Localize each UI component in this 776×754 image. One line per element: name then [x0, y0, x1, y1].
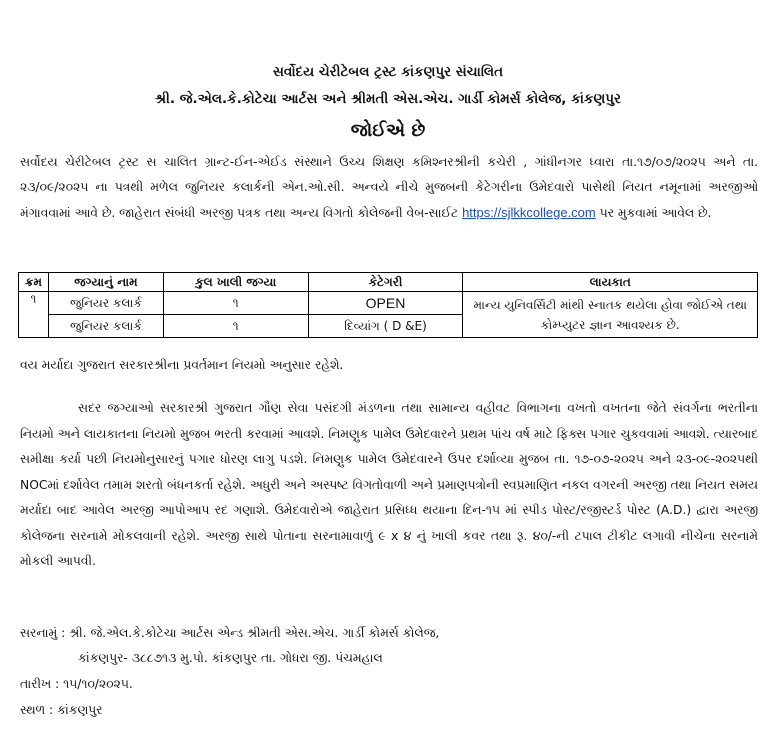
- intro-text-after-link: પર મુકવામાં આવેલ છે.: [595, 206, 712, 220]
- website-link[interactable]: https://sjlkkcollege.com: [462, 205, 596, 220]
- page-heading: જોઈએ છે: [350, 120, 426, 141]
- address-line-1: સરનામું : શ્રી. જે.એલ.કે.કોટેચા આર્ટસ એન્ડ શ્રીમતી એસ.એચ. ગાર્ડી કોમર્સ કોલેજ,: [20, 626, 440, 640]
- date-line: તારીખ : ૧૫/૧૦/૨૦૨૫.: [20, 677, 133, 691]
- intro-text-before-link: સર્વોદય ચેરીટેબલ ટ્રસ્ટ સ ચાલિત ગ્રાન્ટ-ઈન-એઈડ સંસ્થાને ઉચ્ચ શિક્ષણ કમિશ્નરશ્રીની કચેરી , ગાંધીનગર ધ્વારા તા.૧૭/૦૭/૨૦૨૫ અને તા. ૨૩/૦૯/૨૦૨૫ ના પત્રથી મળેલ જુનિયર કલાર્કની એન.ઓ.સી. અન્વયે નીચે મુજબની કેટેગરીના ઉમેદવારો પાસેથી નિયત નમૂનામાં અરજીઓ મંગાવવામાં આવે છે. જાહેરાત સંબંધી અરજી પત્રક તથા અન્ય વિગતો કોલેજની વેબ-સાઈટ: [20, 155, 758, 220]
- address-line-2: કાંકણપુર- ૩૮૮૭૧૩ મુ.પો. કાંકણપુર તા. ગોધરા જી. પંચમહાલ: [78, 651, 383, 665]
- header-sr: ક્રમ: [19, 273, 49, 292]
- cell-category: દિવ્યાંગ ( D &E): [308, 315, 463, 338]
- terms-paragraph: [20, 396, 758, 575]
- table-row: [19, 292, 758, 315]
- college-line: શ્રી. જે.એલ.કે.કોટેચા આર્ટસ અને શ્રીમતી એસ.એચ. ગાર્ડી કોમર્સ કોલેજ, કાંકણપુર: [155, 91, 621, 107]
- vacancy-table: [18, 272, 758, 338]
- cell-sr: ૧: [19, 292, 49, 338]
- age-limit-note: વય મર્યાદા ગુજરાત સરકારશ્રીના પ્રવર્તમાન નિયમો અનુસાર રહેશે.: [20, 358, 344, 372]
- cell-qualification: માન્ય યુનિવર્સિટી માંથી સ્નાતક થયેલા હોવા જોઈએ તથા કોમ્પ્યુટર જ્ઞાન આવશ્યક છે.: [463, 292, 758, 338]
- header-qualification: લાયકાત: [463, 273, 758, 292]
- place-line: સ્થળ : કાંકણપુર: [20, 703, 103, 717]
- table-header-row: [19, 273, 758, 292]
- trust-line: સર્વોદય ચેરીટેબલ ટ્રસ્ટ કાંકણપુર સંચાલિત: [272, 64, 504, 80]
- intro-paragraph: [20, 150, 758, 226]
- header-post: જગ્યાનું નામ: [48, 273, 163, 292]
- header-vacancies: કુલ ખાલી જગ્યા: [163, 273, 308, 292]
- cell-post: જુનિયર કલાર્ક: [48, 315, 163, 338]
- cell-vacancies: ૧: [163, 292, 308, 315]
- cell-post: જુનિયર કલાર્ક: [48, 292, 163, 315]
- terms-text: સદર જગ્યાઓ સરકારશ્રી ગુજરાત ગૌણ સેવા પસંદગી મંડળના તથા સામાન્ય વહીવટ વિભાગના વખતો વખતના જેતે સંવર્ગના ભરતીના નિયમો અને લાયકાતના નિયમો મુજબ ભરતી કરવામાં આવશે. નિમણુક પામેલ ઉમેદવારને પ્રથમ પાંચ વર્ષ માટે ફિક્સ પગાર ચુકવવામાં આવશે. ત્યારબાદ સમીક્ષા કર્યા પછી નિયમોનુસારનું પગાર ધોરણ લાગુ પડશે. નિમણુક પામેલ ઉમેદવારને ઉપર દર્શાવ્યા મુજબ તા. ૧૭-૦૭-૨૦૨૫ અને ૨૩-૦૯-૨૦૨૫થી NOCમાં દર્શાવેલ તમામ શરતો બંધનકર્તા રહેશે. અધુરી અને અસ્પષ્ટ વિગતોવાળી અને પ્રમાણપત્રોની સ્વપ્રમાણિત નકલ વગરની અરજી તથા નિયત સમય મર્યાદા બાદ આવેલ અરજી આપોઆપ રદ ગણાશે. ઉમેદવારોએ જાહેરાત પ્રસિધ્ધ થયાના દિન-૧૫ માં સ્પીડ પોસ્ટ/રજીસ્ટર્ડ પોસ્ટ (A.D.) દ્વારા અરજી કોલેજના સરનામે મોકલવાની રહેશે. અરજી સાથે પોતાના સરનામાવાળું ૯ x ૪ નું ખાલી કવર તથા રૂ. ૪૦/-ની ટપાલ ટીકીટ લગાવી નીચેના સરનામે મોકલી આપવી.: [20, 401, 758, 568]
- cell-category: OPEN: [308, 292, 463, 315]
- header-category: કેટેગરી: [308, 273, 463, 292]
- cell-vacancies: ૧: [163, 315, 308, 338]
